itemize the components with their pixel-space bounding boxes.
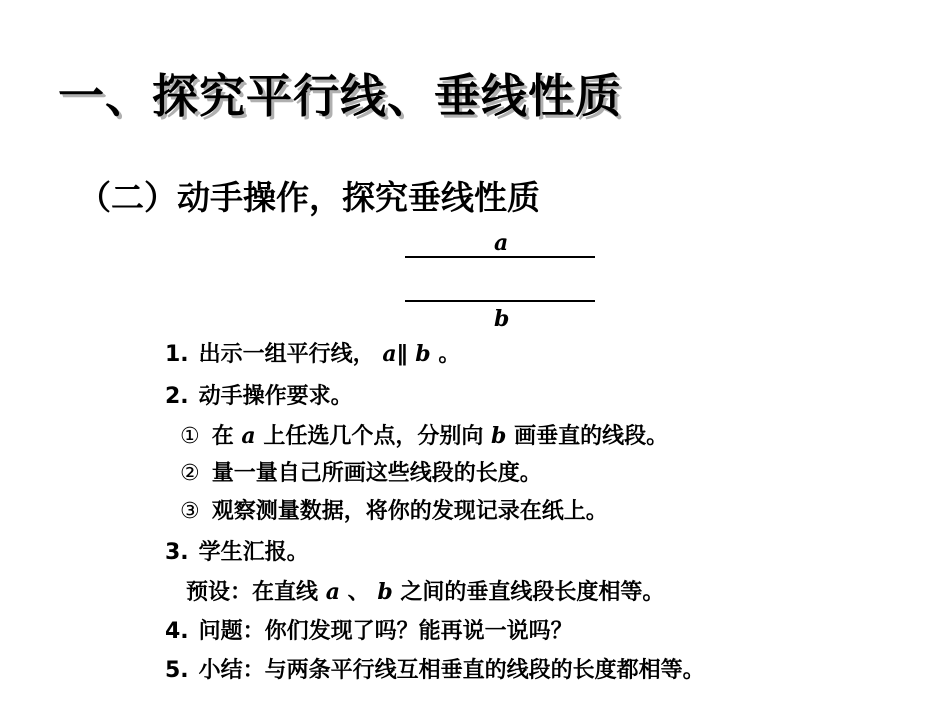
item-text: 学生汇报。: [198, 540, 309, 565]
line-b-label: b: [494, 306, 510, 332]
item-text: 量一量自己所画这些线段的长度。: [211, 461, 542, 486]
variable-b: b: [491, 423, 507, 449]
item-text: 画垂直的线段。: [514, 424, 669, 449]
circled-number-2: ②: [180, 461, 200, 486]
circled-number-1: ①: [180, 424, 200, 449]
item-4: [165, 618, 573, 646]
variable-a: a: [382, 341, 397, 367]
item-text: 上任选几个点，分别向: [263, 424, 484, 449]
sub-item-3: [180, 498, 608, 526]
separator: 、: [347, 580, 370, 605]
item-text: 在: [211, 424, 234, 449]
circled-number-3: ③: [180, 499, 200, 524]
item-number: 2.: [165, 384, 189, 409]
item-text: 问题：你们发现了吗？能再说一说吗？: [198, 619, 573, 644]
item-text: 动手操作要求。: [198, 384, 353, 409]
variable-a: a: [325, 579, 340, 605]
sub-item-1: [180, 422, 668, 451]
parallel-symbol: ∥: [396, 342, 408, 367]
slide-subtitle: （二）动手操作，探究垂线性质: [78, 178, 540, 217]
item-number: 4.: [165, 619, 189, 644]
slide-title: 一、探究平行线、垂线性质: [58, 69, 622, 123]
line-a: [405, 256, 595, 258]
line-a-label: a: [494, 230, 509, 256]
variable-a: a: [241, 423, 256, 449]
item-text: 预设：在直线: [186, 580, 319, 605]
item-text: 出示一组平行线，: [198, 342, 375, 367]
variable-b: b: [415, 341, 431, 367]
item-text: 之间的垂直线段长度相等。: [400, 580, 665, 605]
item-text: 小结：与两条平行线互相垂直的线段的长度都相等。: [198, 658, 705, 683]
item-text: 观察测量数据，将你的发现记录在纸上。: [211, 499, 608, 524]
sub-item-2: [180, 460, 542, 488]
line-b: [405, 300, 595, 302]
item-1: [165, 340, 460, 369]
preset-answer: [186, 578, 664, 607]
item-number: 5.: [165, 658, 189, 683]
item-5: [165, 657, 705, 685]
item-text: 。: [438, 342, 461, 367]
variable-b: b: [377, 579, 393, 605]
item-2: [165, 383, 353, 411]
item-number: 1.: [165, 342, 189, 367]
item-number: 3.: [165, 540, 189, 565]
item-3: [165, 539, 309, 567]
